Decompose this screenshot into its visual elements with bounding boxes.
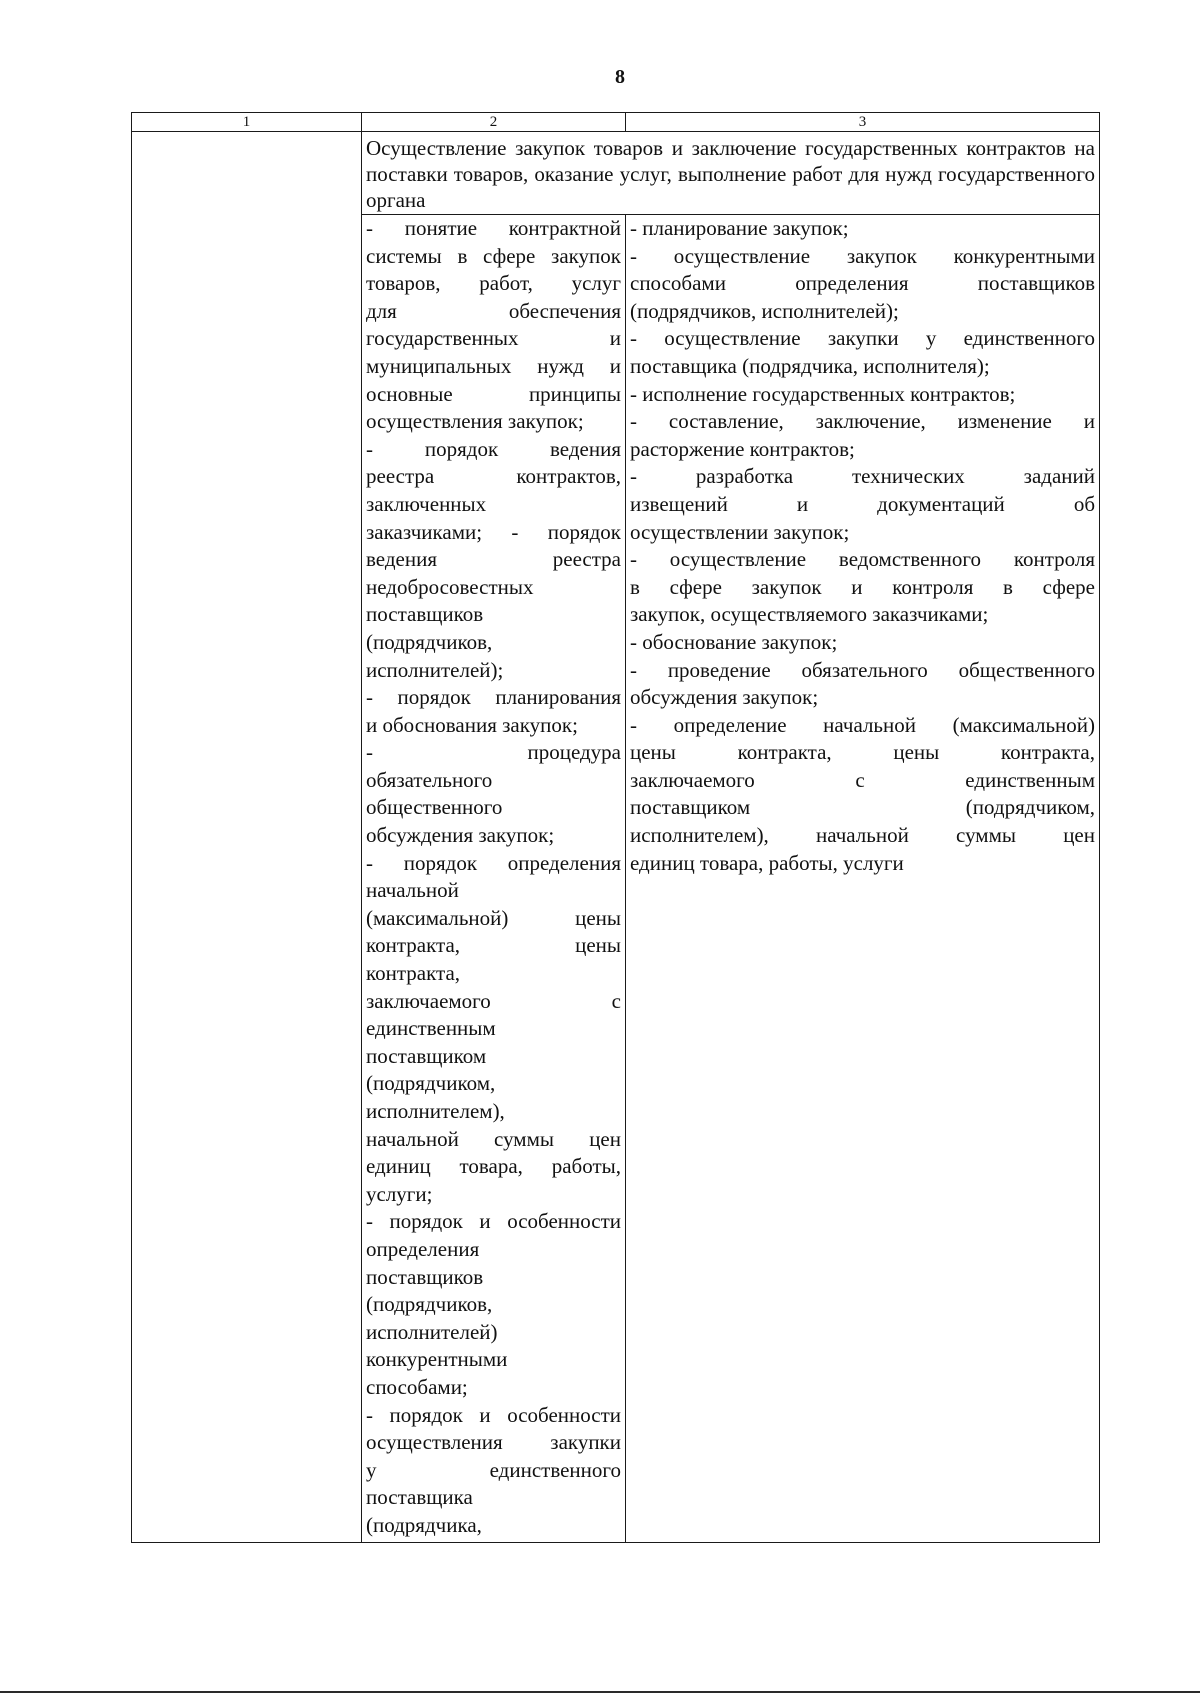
column-number-1: 1 <box>132 113 362 132</box>
knowledge-line: контракта, <box>366 961 461 986</box>
knowledge-line: основные принципы <box>366 381 621 406</box>
knowledge-line: исполнителем), <box>366 1099 505 1123</box>
skill-line: - планирование закупок; <box>630 216 849 240</box>
knowledge-line: (подрядчика, <box>366 1512 482 1537</box>
skill-line: поставщиком (подрядчиком, <box>630 795 1095 820</box>
column-number-3: 3 <box>626 113 1100 132</box>
knowledge-cell <box>362 215 626 1543</box>
skill-line: поставщика (подрядчика, исполнителя); <box>630 353 990 378</box>
knowledge-line: (максимальной) цены <box>366 905 621 930</box>
skill-line: - составление, заключение, изменение и <box>630 409 1095 434</box>
knowledge-list <box>366 215 621 1542</box>
knowledge-line: заказчиками; - порядок <box>366 519 621 544</box>
knowledge-line: - порядок ведения <box>366 436 621 461</box>
knowledge-line: (подрядчиков, <box>366 629 493 654</box>
skill-line: - исполнение государственных контрактов; <box>630 381 1016 406</box>
knowledge-line: единиц товара, работы, <box>366 1154 621 1179</box>
knowledge-line: поставщиком <box>366 1043 487 1068</box>
knowledge-line: (подрядчиком, <box>366 1071 496 1096</box>
knowledge-line: у единственного <box>366 1457 621 1482</box>
skills-list <box>630 215 1095 879</box>
knowledge-line: - процедура <box>366 740 621 765</box>
skill-line: извещений и документаций об <box>630 491 1095 516</box>
skill-line: единиц товара, работы, услуги <box>630 850 904 875</box>
knowledge-line: поставщиков <box>366 1264 484 1289</box>
knowledge-line: - порядок и особенности <box>366 1402 621 1427</box>
knowledge-line: товаров, работ, услуг <box>366 271 621 296</box>
knowledge-line: - порядок планирования <box>366 685 621 710</box>
knowledge-line: начальной суммы цен <box>366 1126 621 1151</box>
knowledge-line: обязательного <box>366 767 493 792</box>
knowledge-line: поставщиков <box>366 602 484 627</box>
knowledge-line: общественного <box>366 795 503 820</box>
knowledge-line: государственных и <box>366 326 621 351</box>
skill-line: - разработка технических заданий <box>630 464 1095 489</box>
knowledge-line: ведения реестра <box>366 547 621 572</box>
knowledge-line: единственным <box>366 1016 496 1041</box>
column-1-cell <box>132 132 362 1543</box>
skill-line: осуществлении закупок; <box>630 519 850 544</box>
knowledge-line: исполнителей); <box>366 657 504 682</box>
section-title: Осуществление закупок товаров и заключение государственных контрактов на поставки товаров, оказание услуг, выполнение работ для нужд государственного органа <box>362 132 1100 215</box>
skill-line: обсуждения закупок; <box>630 685 819 710</box>
knowledge-line: - понятие контрактной <box>366 216 621 240</box>
knowledge-line: (подрядчиков, <box>366 1292 493 1317</box>
skill-line: цены контракта, цены контракта, <box>630 740 1095 765</box>
skill-line: - определение начальной (максимальной) <box>630 712 1095 737</box>
skill-line: в сфере закупок и контроля в сфере <box>630 574 1095 599</box>
skills-cell <box>626 215 1100 1543</box>
knowledge-line: и обоснования закупок; <box>366 712 578 737</box>
knowledge-line: заключенных <box>366 491 487 516</box>
knowledge-line: конкурентными <box>366 1347 508 1372</box>
knowledge-line: системы в сфере закупок <box>366 243 621 268</box>
skill-line: закупок, осуществляемого заказчиками; <box>630 602 989 627</box>
skill-line: исполнителем), начальной суммы цен <box>630 823 1095 848</box>
knowledge-line: осуществления закупок; <box>366 409 584 434</box>
skill-line: - осуществление ведомственного контроля <box>630 547 1095 572</box>
knowledge-line: заключаемого с <box>366 988 621 1013</box>
skill-line: (подрядчиков, исполнителей); <box>630 298 899 323</box>
section-row <box>132 132 1100 215</box>
knowledge-line: начальной <box>366 878 459 903</box>
knowledge-line: муниципальных нужд и <box>366 353 621 378</box>
skill-line: - осуществление закупок конкурентными <box>630 243 1095 268</box>
skill-line: заключаемого с единственным <box>630 767 1095 792</box>
knowledge-line: контракта, цены <box>366 933 621 958</box>
column-number-row <box>132 113 1100 132</box>
column-number-2: 2 <box>362 113 626 132</box>
knowledge-line: исполнителей) <box>366 1319 498 1344</box>
skill-line: - обоснование закупок; <box>630 629 838 654</box>
page-bottom-edge <box>0 1691 1200 1693</box>
knowledge-line: осуществления закупки <box>366 1430 621 1455</box>
qualification-table <box>131 112 1100 1543</box>
knowledge-line: определения <box>366 1236 480 1261</box>
knowledge-line: реестра контрактов, <box>366 464 621 489</box>
page-number: 8 <box>615 66 625 88</box>
knowledge-line: поставщика <box>366 1485 473 1510</box>
knowledge-line: - порядок определения <box>366 850 621 875</box>
skill-line: - осуществление закупки у единственного <box>630 326 1095 351</box>
knowledge-line: услуги; <box>366 1181 433 1206</box>
skill-line: способами определения поставщиков <box>630 271 1095 296</box>
knowledge-line: для обеспечения <box>366 298 621 323</box>
knowledge-line: способами; <box>366 1374 468 1399</box>
skill-line: расторжение контрактов; <box>630 436 855 461</box>
knowledge-line: обсуждения закупок; <box>366 823 555 848</box>
skill-line: - проведение обязательного общественного <box>630 657 1095 682</box>
knowledge-line: недобросовестных <box>366 574 534 599</box>
knowledge-line: - порядок и особенности <box>366 1209 621 1234</box>
